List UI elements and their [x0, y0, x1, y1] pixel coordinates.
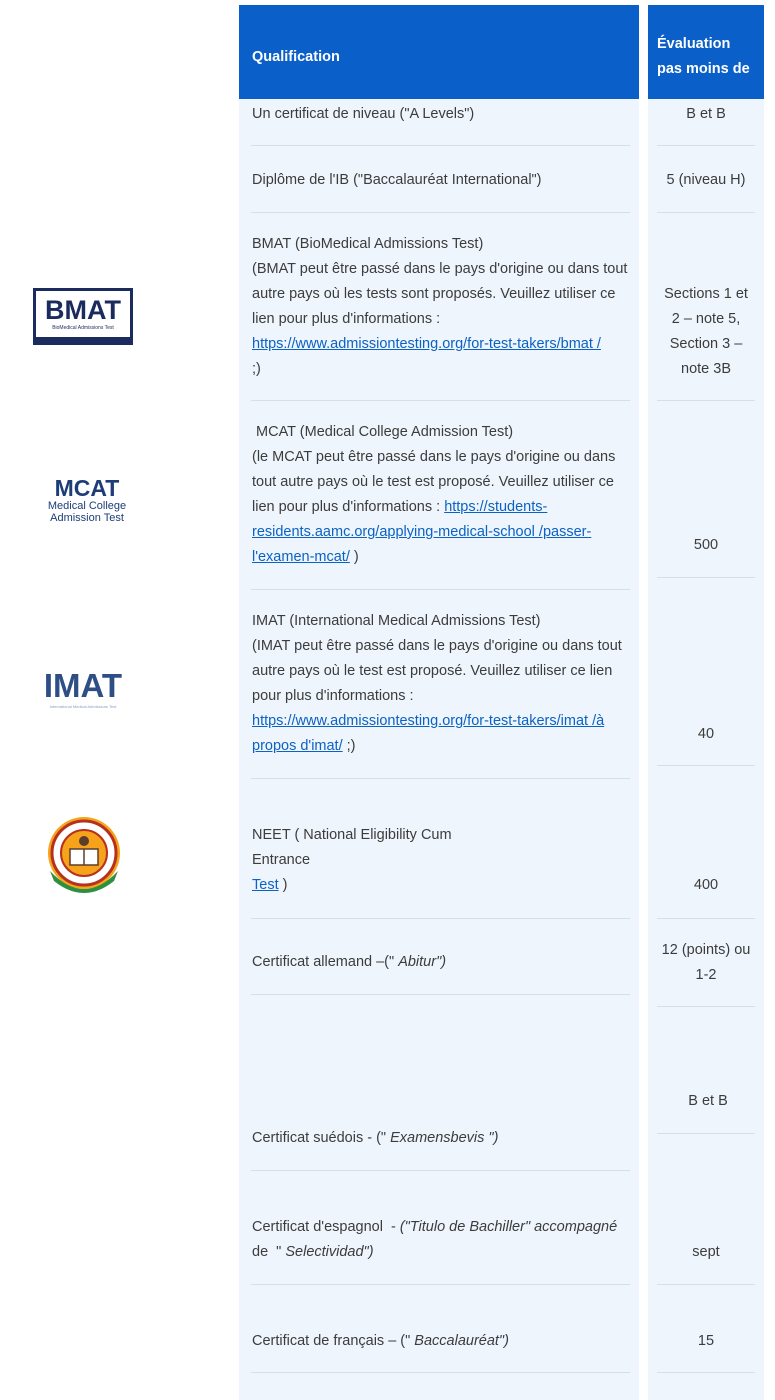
- row-divider: [657, 1284, 755, 1285]
- mcat-logo-line1: Medical College: [47, 500, 127, 512]
- row-divider: [251, 778, 630, 779]
- row-imat-value: 40: [697, 726, 715, 742]
- row-abitur-label: Certificat allemand –(": [252, 954, 399, 970]
- row-spain-label-italic: ("Titulo de Bachiller" accompagné: [399, 1219, 618, 1235]
- header-evaluation: [648, 5, 764, 99]
- row-divider: [657, 212, 755, 213]
- row-divider: [251, 1284, 630, 1285]
- row-mcat-qualification: [252, 420, 632, 570]
- row-neet-closing: ): [278, 877, 288, 893]
- row-france-label: Certificat de français – (": [252, 1333, 415, 1349]
- row-bmat-value: [657, 282, 755, 382]
- row-spain-qualification: [252, 1215, 632, 1265]
- row-divider: [251, 145, 630, 146]
- row-france-value: 15: [697, 1333, 715, 1349]
- row-bmat-closing: ;): [252, 361, 261, 377]
- row-spain-label-line2: de ": [252, 1244, 286, 1260]
- row-bmat-description: (BMAT peut être passé dans le pays d'origine ou dans tout autre pays où les tests sont proposés. Veuillez utiliser ce lien pour plus d'informations :: [252, 261, 628, 327]
- row-bmat-value-line1: Sections 1 et: [664, 286, 748, 302]
- row-ib-qualification: Diplôme de l'IB ("Baccalauréat International"): [252, 172, 542, 188]
- row-divider: [251, 1372, 630, 1373]
- bmat-logo: [33, 288, 133, 345]
- row-abitur-value-line2: 1-2: [695, 967, 717, 983]
- row-bmat-value-line4: note 3B: [681, 361, 731, 377]
- mcat-logo-line2: Admission Test: [50, 512, 124, 524]
- bmat-logo-title: BMAT: [45, 295, 121, 325]
- bmat-logo-subtitle: BioMedical Admissions Test: [52, 325, 114, 331]
- mcat-logo: [32, 476, 142, 534]
- row-mcat-description: (le MCAT peut être passé dans le pays d'origine ou dans tout autre pays où le test est proposé. Veuillez utiliser ce lien pour plus d'informations :: [252, 449, 620, 515]
- row-france-label-italic: Baccalauréat"): [414, 1333, 509, 1349]
- imat-info-link[interactable]: https://www.admissiontesting.org/for-test-takers/imat /à propos d'imat/: [252, 713, 605, 754]
- row-divider: [251, 918, 630, 919]
- row-sweden-value: B et B: [688, 1093, 728, 1109]
- imat-logo-title: IMAT: [43, 667, 123, 704]
- row-ib-value: 5 (niveau H): [666, 172, 746, 188]
- row-divider: [251, 212, 630, 213]
- row-sweden-label-italic: Examensbevis "): [390, 1130, 499, 1146]
- row-abitur-value-line1: 12 (points) ou: [661, 942, 751, 958]
- row-imat-closing: ;): [342, 738, 356, 754]
- row-neet-qualification: [252, 823, 632, 898]
- row-bmat-value-line3: Section 3 –: [669, 336, 743, 352]
- row-mcat-title: MCAT (Medical College Admission Test): [252, 424, 514, 440]
- row-a-levels-qualification: Un certificat de niveau ("A Levels"): [252, 106, 475, 122]
- row-mcat-closing: ): [349, 549, 359, 565]
- header-qualification: [239, 5, 639, 99]
- row-imat-qualification: [252, 609, 632, 759]
- row-neet-title: NEET ( National Eligibility Cum: [252, 827, 452, 843]
- header-qualification-label: Qualification: [252, 49, 340, 65]
- row-divider: [657, 765, 755, 766]
- row-abitur-qualification: [252, 950, 632, 975]
- row-bmat-title: BMAT (BioMedical Admissions Test): [252, 236, 484, 252]
- row-divider: [251, 994, 630, 995]
- row-imat-title: IMAT (International Medical Admissions Test): [252, 613, 541, 629]
- row-divider: [251, 1170, 630, 1171]
- row-a-levels-value: B et B: [686, 106, 726, 122]
- imat-logo-subtitle: International Medical Admissions Test: [49, 704, 117, 709]
- row-spain-label: Certificat d'espagnol -: [252, 1219, 400, 1235]
- row-divider: [657, 577, 755, 578]
- imat-logo: [35, 668, 131, 712]
- row-neet-value: 400: [693, 877, 719, 893]
- row-neet-title-line2: Entrance: [252, 852, 311, 868]
- header-evaluation-line2: pas moins de: [657, 61, 750, 77]
- row-france-qualification: [252, 1329, 632, 1354]
- row-divider: [657, 145, 755, 146]
- row-divider: [657, 1133, 755, 1134]
- row-divider: [657, 400, 755, 401]
- row-spain-label-italic-2: Selectividad"): [285, 1244, 374, 1260]
- row-sweden-qualification: [252, 1126, 632, 1151]
- row-divider: [657, 918, 755, 919]
- row-bmat-value-line2: 2 – note 5,: [671, 311, 741, 327]
- mcat-info-link[interactable]: https://students-residents.aamc.org/applying-medical-school /passer-l'examen-mcat/: [252, 499, 592, 565]
- neet-test-link[interactable]: Test: [252, 877, 279, 893]
- header-evaluation-line1: Évaluation: [657, 36, 731, 52]
- row-abitur-label-italic: Abitur"): [398, 954, 447, 970]
- row-divider: [657, 1006, 755, 1007]
- row-spain-value: sept: [692, 1244, 720, 1260]
- mcat-logo-title: MCAT: [54, 475, 120, 501]
- row-divider: [657, 1372, 755, 1373]
- row-bmat-qualification: [252, 232, 632, 382]
- row-divider: [251, 400, 630, 401]
- bmat-info-link[interactable]: https://www.admissiontesting.org/for-test-takers/bmat /: [252, 336, 601, 352]
- row-imat-description: (IMAT peut être passé dans le pays d'origine ou dans tout autre pays où le test est proposé. Veuillez utiliser ce lien pour plus d'informations :: [252, 638, 622, 704]
- row-abitur-value: [657, 938, 755, 988]
- row-sweden-label: Certificat suédois - (": [252, 1130, 391, 1146]
- row-mcat-value: 500: [693, 537, 719, 553]
- row-divider: [251, 589, 630, 590]
- ncert-emblem-icon: [46, 815, 122, 899]
